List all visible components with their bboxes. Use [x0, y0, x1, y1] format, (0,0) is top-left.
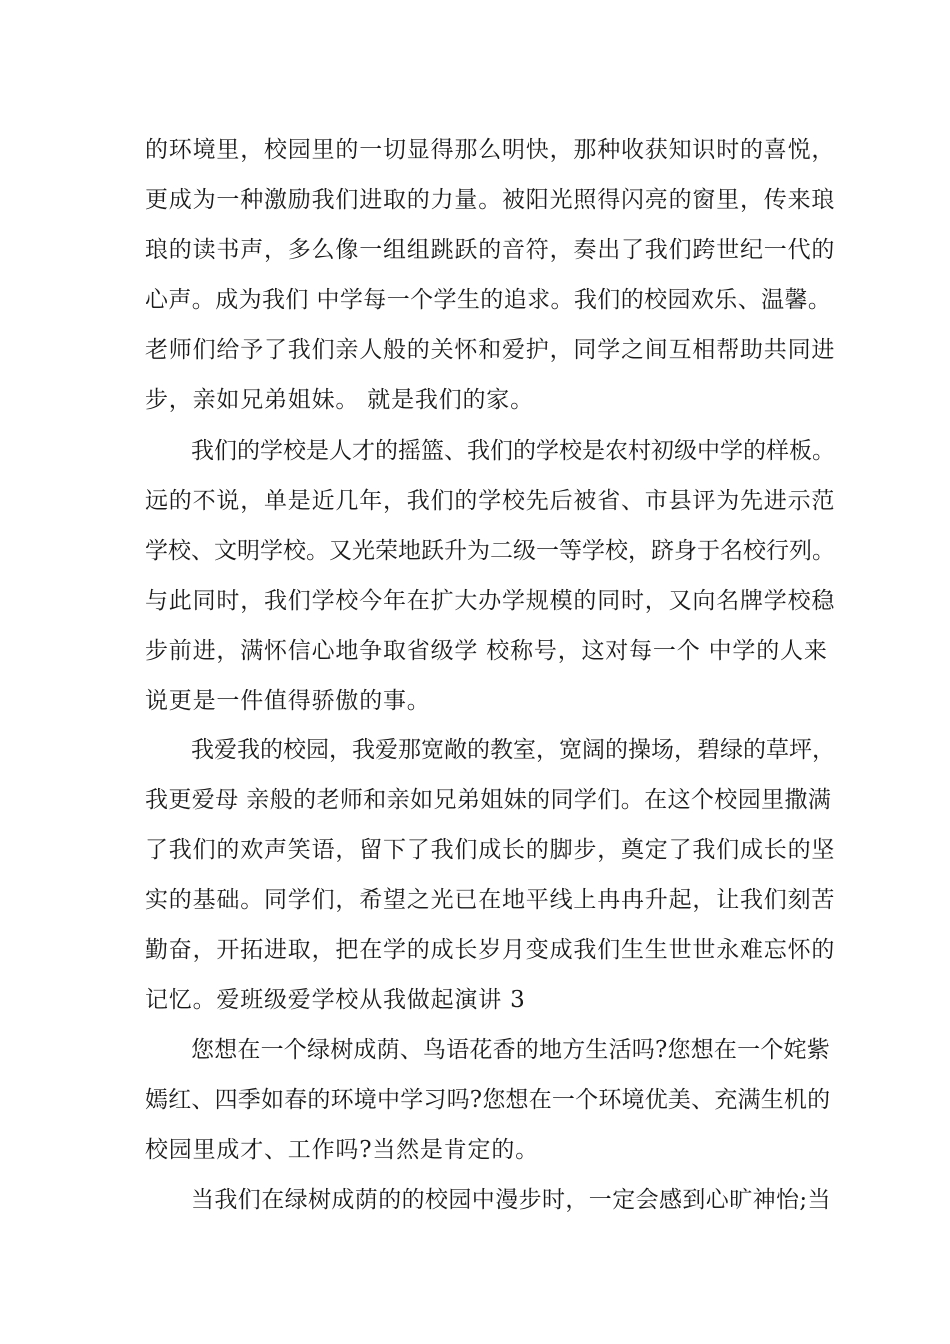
text-line: 校园里成才、工作吗?当然是肯定的。 [145, 1137, 539, 1163]
text-line: 记忆。爱班级爱学校从我做起演讲 3 [145, 987, 526, 1013]
text-line: 我更爱母 亲般的老师和亲如兄弟姐妹的同学们。在这个校园里撒满 [145, 787, 832, 813]
text-line: 学校、文明学校。又光荣地跃升为二级一等学校，跻身于名校行列。 [145, 538, 835, 564]
text-line: 步前进，满怀信心地争取省级学 校称号，这对每一个 中学的人来 [145, 638, 828, 664]
text-line: 嫣红、四季如春的环境中学习吗?您想在一个环境优美、充满生机的 [145, 1087, 831, 1113]
text-line: 远的不说，单是近几年，我们的学校先后被省、市县评为先进示范 [145, 488, 836, 514]
text-line: 说更是一件值得骄傲的事。 [145, 688, 431, 714]
text-line: 步，亲如兄弟姐妹。 就是我们的家。 [145, 387, 534, 413]
text-line: 老师们给予了我们亲人般的关怀和爱护，同学之间互相帮助共同进 [145, 337, 836, 363]
paragraph-first-line: 我们的学校是人才的摇篮、我们的学校是农村初级中学的样板。 [191, 438, 835, 464]
paragraph-first-line: 我爱我的校园，我爱那宽敞的教室，宽阔的操场，碧绿的草坪， [191, 737, 835, 763]
text-line: 琅的读书声，多么像一组组跳跃的音符，奏出了我们跨世纪一代的 [145, 237, 836, 263]
text-line: 实的基础。同学们，希望之光已在地平线上冉冉升起，让我们刻苦 [145, 887, 836, 913]
text-line: 更成为一种激励我们进取的力量。被阳光照得闪亮的窗里，传来琅 [145, 187, 836, 213]
text-line: 的环境里，校园里的一切显得那么明快，那种收获知识时的喜悦， [145, 137, 836, 163]
text-line: 勤奋，开拓进取，把在学的成长岁月变成我们生生世世永难忘怀的 [145, 937, 836, 963]
paragraph-first-line: 您想在一个绿树成荫、鸟语花香的地方生活吗?您想在一个姹紫 [191, 1037, 830, 1063]
text-line: 与此同时，我们学校今年在扩大办学规模的同时，又向名牌学校稳 [145, 588, 836, 614]
text-line: 心声。成为我们 中学每一个学生的追求。我们的校园欢乐、温馨。 [145, 287, 832, 313]
paragraph-first-line: 当我们在绿树成荫的的校园中漫步时，一定会感到心旷神怡;当 [191, 1187, 831, 1213]
text-line: 了我们的欢声笑语，留下了我们成长的脚步，奠定了我们成长的坚 [145, 837, 836, 863]
